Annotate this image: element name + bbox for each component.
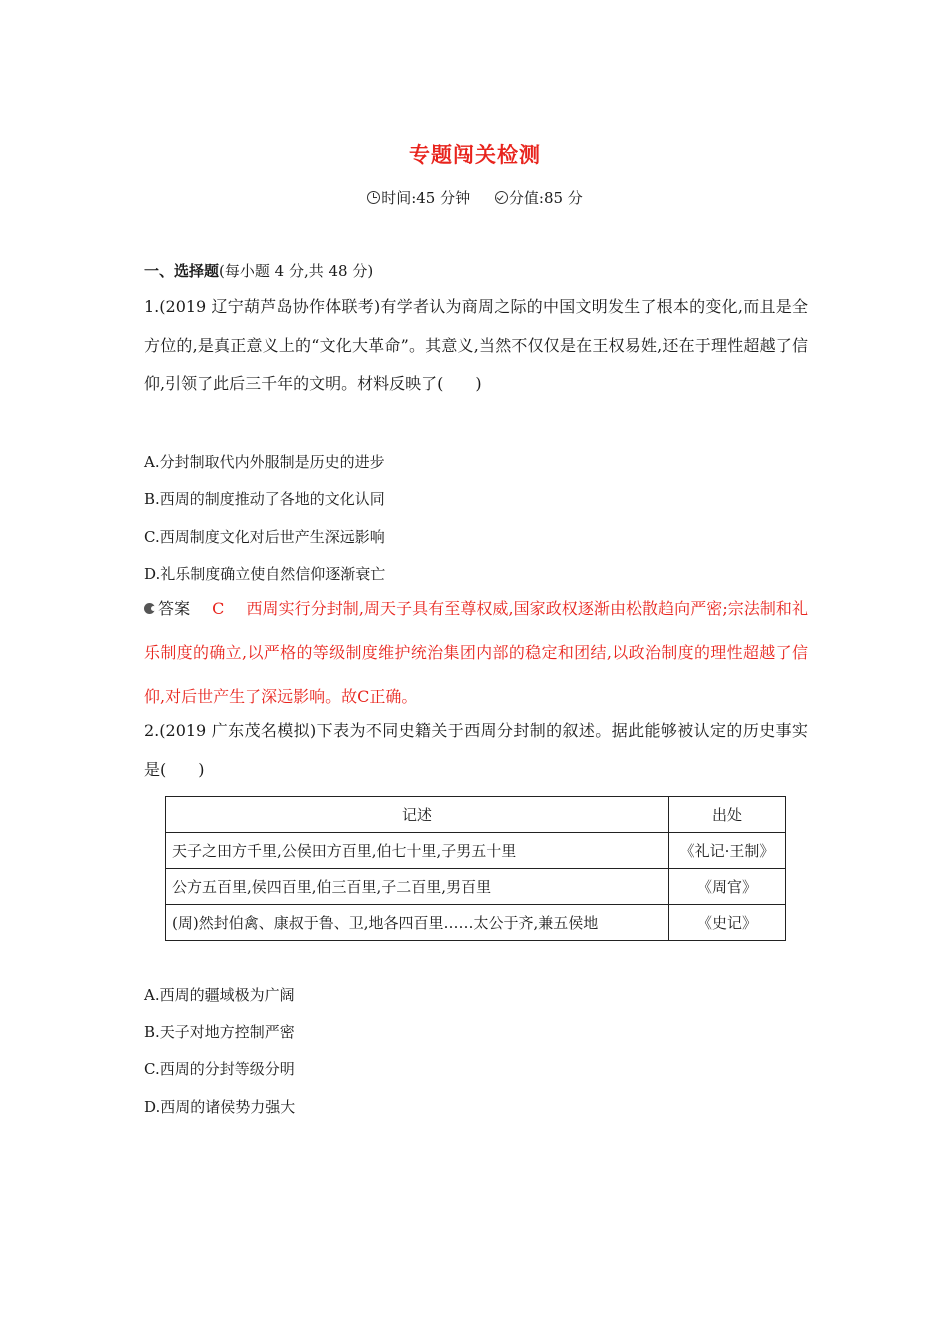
time-label: 时间:45 分钟 xyxy=(381,189,471,207)
q1-option-d: D.礼乐制度确立使自然信仰逐渐衰亡 xyxy=(144,565,386,583)
q1-option-b: B.西周的制度推动了各地的文化认同 xyxy=(144,490,385,508)
table-cell: 《史记》 xyxy=(669,905,786,941)
q2-option-a: A.西周的疆域极为广阔 xyxy=(144,986,295,1004)
score-label: 分值:85 分 xyxy=(508,189,583,207)
table-row xyxy=(166,905,786,941)
clock-icon xyxy=(367,191,380,204)
section-note: (每小题 4 分,共 48 分) xyxy=(219,262,374,280)
source-table xyxy=(165,796,786,941)
table-cell: 《周官》 xyxy=(669,869,786,905)
q1-option-a: A.分封制取代内外服制是历史的进步 xyxy=(144,453,385,471)
q1-answer xyxy=(144,587,808,719)
answer-label: 答案 xyxy=(158,599,191,618)
table-header: 记述 xyxy=(166,797,669,833)
section-heading xyxy=(144,260,373,281)
q2-option-d: D.西周的诸侯势力强大 xyxy=(144,1098,296,1116)
time-info xyxy=(367,187,470,208)
check-circle-icon xyxy=(495,191,508,204)
question-2-stem: 2.(2019 广东茂名模拟)下表为不同史籍关于西周分封制的叙述。据此能够被认定的历史事实是( ) xyxy=(144,721,808,779)
table-cell: 天子之田方千里,公侯田方百里,伯七十里,子男五十里 xyxy=(166,833,669,869)
question-1-stem: 1.(2019 辽宁葫芦岛协作体联考)有学者认为商周之际的中国文明发生了根本的变化,而且是全方位的,是真正意义上的“文化大革命”。其意义,当然不仅仅是在王权易姓,还在于理性超越了信仰,引领了此后三千年的文明。材料反映了( ) xyxy=(144,297,808,393)
section-title: 一、选择题 xyxy=(144,262,220,280)
page-title: 专题闯关检测 xyxy=(409,143,541,167)
q1-option-c: C.西周制度文化对后世产生深远影响 xyxy=(144,528,385,546)
table-row xyxy=(166,869,786,905)
answer-explanation: 西周实行分封制,周天子具有至尊权威,国家政权逐渐由松散趋向严密;宗法制和礼乐制度的确立,以严格的等级制度维护统治集团内部的稳定和团结,以政治制度的理性超越了信仰,对后世产生了深远影响。故C正确。 xyxy=(144,599,808,706)
answer-icon xyxy=(144,603,155,614)
score-info xyxy=(495,187,583,208)
table-header: 出处 xyxy=(669,797,786,833)
q2-option-b: B.天子对地方控制严密 xyxy=(144,1023,295,1041)
table-cell: 《礼记·王制》 xyxy=(669,833,786,869)
table-header-row xyxy=(166,797,786,833)
q2-option-c: C.西周的分封等级分明 xyxy=(144,1060,295,1078)
table-cell: (周)然封伯禽、康叔于鲁、卫,地各四百里……太公于齐,兼五侯地 xyxy=(166,905,669,941)
table-cell: 公方五百里,侯四百里,伯三百里,子二百里,男百里 xyxy=(166,869,669,905)
table-row xyxy=(166,833,786,869)
exam-meta xyxy=(0,187,950,208)
answer-key: C xyxy=(212,599,225,618)
